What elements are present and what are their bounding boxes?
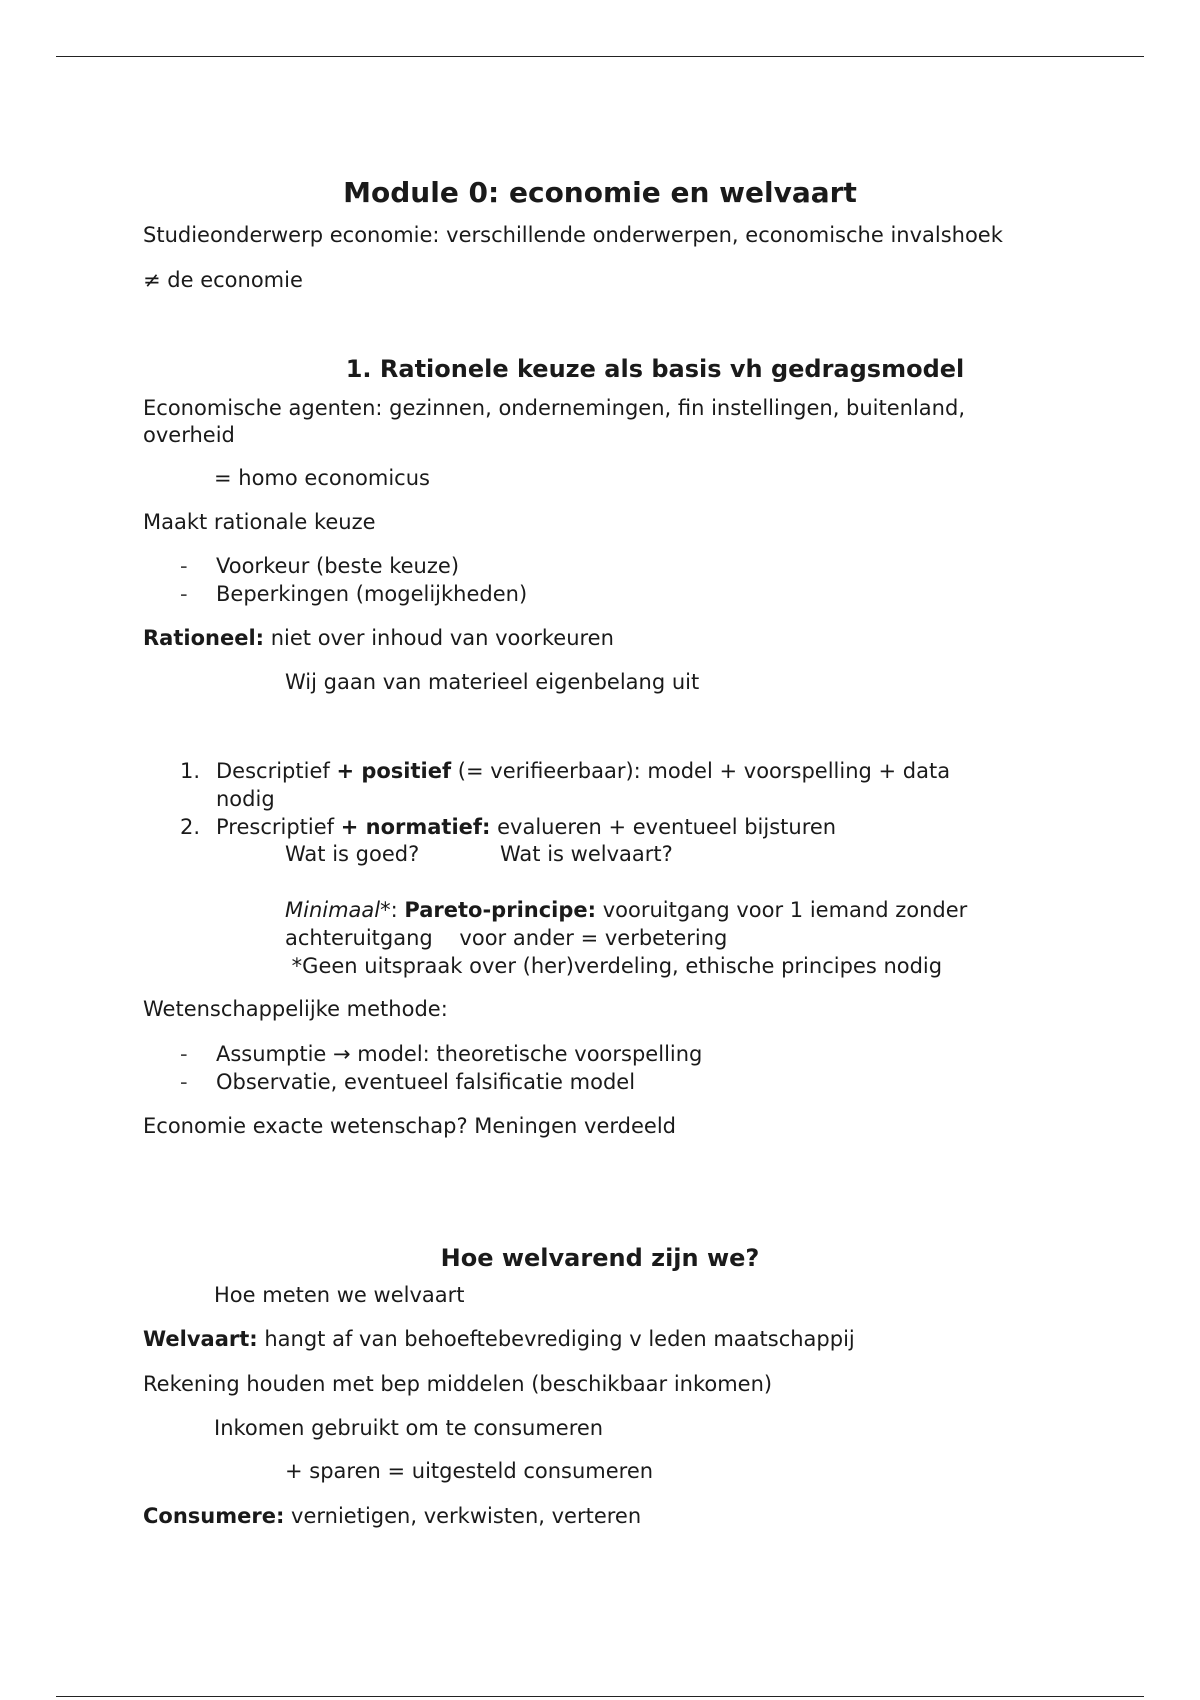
list-number: 1. <box>180 759 201 783</box>
top-rule <box>56 56 1144 57</box>
term-label: Rationeel: <box>143 626 265 650</box>
intro-line: ≠ de economie <box>143 268 303 292</box>
italic-term: Minimaal* <box>285 898 391 922</box>
bullet-marker: - <box>180 582 188 606</box>
text-line: Hoe meten we welvaart <box>214 1283 465 1307</box>
text-line <box>143 1502 641 1530</box>
item-bold: + positief <box>336 759 452 783</box>
item-text: Prescriptief <box>216 815 341 839</box>
question: Wat is welvaart? <box>500 842 673 866</box>
text-line: Inkomen gebruikt om te consumeren <box>214 1416 604 1440</box>
bullet-marker: - <box>180 1070 188 1094</box>
bottom-rule <box>56 1696 1144 1697</box>
item-bold: + normatief: <box>340 815 491 839</box>
text-line: Rekening houden met bep middelen (beschikbaar inkomen) <box>143 1372 773 1396</box>
text-line <box>143 1325 855 1353</box>
list-item <box>216 813 836 841</box>
list-item: Beperkingen (mogelijkheden) <box>216 582 528 606</box>
term-label: Consumere: <box>143 1504 285 1528</box>
list-item-cont: nodig <box>216 787 275 811</box>
text-line: = homo economicus <box>214 466 430 490</box>
list-item: Observatie, eventueel falsificatie model <box>216 1070 636 1094</box>
term-label: Welvaart: <box>143 1327 258 1351</box>
term-text: hangt af van behoeftebevrediging v leden maatschappij <box>257 1327 855 1351</box>
text-line <box>285 896 967 924</box>
text-line <box>143 624 614 652</box>
bullet-marker: - <box>180 1042 188 1066</box>
list-item <box>216 757 950 785</box>
list-item: Assumptie → model: theoretische voorspelling <box>216 1042 703 1066</box>
colon: : <box>390 898 405 922</box>
term-text: vernietigen, verkwisten, verteren <box>284 1504 642 1528</box>
list-number: 2. <box>180 815 201 839</box>
term-text: niet over inhoud van voorkeuren <box>264 626 614 650</box>
text-line: Economische agenten: gezinnen, ondernemingen, fin instellingen, buitenland, <box>143 396 965 420</box>
text-line: Economie exacte wetenschap? Meningen verdeeld <box>143 1114 676 1138</box>
list-item: Voorkeur (beste keuze) <box>216 554 460 578</box>
question: Wat is goed? <box>285 842 420 866</box>
section-heading: Hoe welvarend zijn we? <box>440 1244 760 1272</box>
text-line: *Geen uitspraak over (her)verdeling, ethische principes nodig <box>285 954 943 978</box>
text-line: + sparen = uitgesteld consumeren <box>285 1459 654 1483</box>
text-line: achteruitgang voor ander = verbetering <box>285 926 728 950</box>
text-line: Wetenschappelijke methode: <box>143 997 448 1021</box>
bullet-marker: - <box>180 554 188 578</box>
section-heading: 1. Rationele keuze als basis vh gedragsmodel <box>345 355 965 383</box>
text-line: Maakt rationale keuze <box>143 510 376 534</box>
item-text: (= verifieerbaar): model + voorspelling + data <box>451 759 951 783</box>
intro-line: Studieonderwerp economie: verschillende onderwerpen, economische invalshoek <box>143 223 1003 247</box>
item-text: evalueren + eventueel bijsturen <box>490 815 837 839</box>
text-line: Wij gaan van materieel eigenbelang uit <box>285 670 700 694</box>
text-line: overheid <box>143 423 235 447</box>
term-label: Pareto-principe: <box>404 898 597 922</box>
term-text: vooruitgang voor 1 iemand zonder <box>596 898 968 922</box>
page-title: Module 0: economie en welvaart <box>343 176 857 209</box>
item-text: Descriptief <box>216 759 337 783</box>
